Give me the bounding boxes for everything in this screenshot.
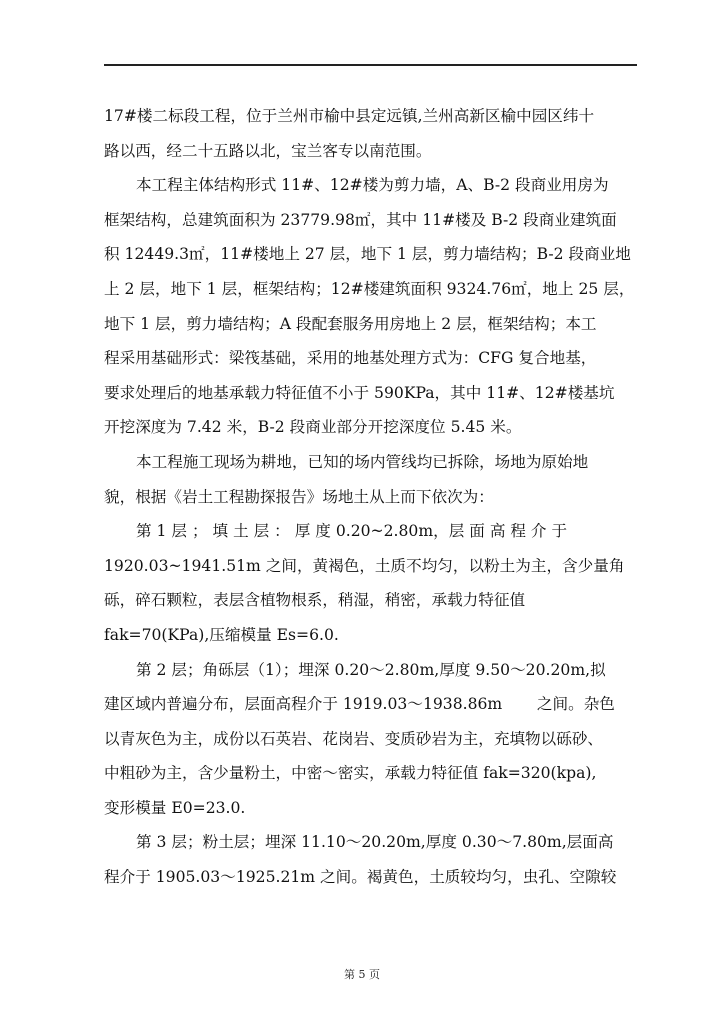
paragraph-layer-2 bbox=[104, 653, 637, 826]
header-rule bbox=[104, 64, 637, 66]
page-number: 第 5 页 bbox=[344, 968, 380, 981]
text-line: 第 1 层 ； 填 土 层 ： 厚 度 0.20~2.80m，层 面 高 程 介 于 bbox=[136, 522, 568, 541]
paragraph-layer-3 bbox=[104, 825, 637, 894]
text-line: 要求处理后的地基承载力特征值不小于 590KPa，其中 11#、12#楼基坑 bbox=[104, 383, 615, 402]
paragraph-site-conditions bbox=[104, 445, 637, 514]
paragraph-project-location bbox=[104, 99, 637, 168]
text-line: 框架结构，总建筑面积为 23779.98㎡，其中 11#楼及 B-2 段商业建筑面 bbox=[104, 210, 617, 229]
document-body bbox=[104, 99, 637, 895]
text-line: 建区域内普遍分布，层面高程介于 1919.03～1938.86m 之间。杂色 bbox=[104, 695, 615, 714]
text-line: fak=70(KPa),压缩模量 Es=6.0. bbox=[104, 625, 339, 644]
text-line: 积 12449.3㎡，11#楼地上 27 层，地下 1 层，剪力墙结构；B-2 段商业地 bbox=[104, 245, 631, 264]
text-line: 以青灰色为主，成份以石英岩、花岗岩、变质砂岩为主，充填物以砾砂、 bbox=[104, 729, 604, 748]
text-line: 砾，碎石颗粒，表层含植物根系，稍湿，稍密，承载力特征值 bbox=[104, 591, 526, 610]
text-line: 上 2 层，地下 1 层，框架结构；12#楼建筑面积 9324.76㎡，地上 25 层， bbox=[104, 279, 635, 298]
text-line: 1920.03~1941.51m 之间，黄褐色，土质不均匀，以粉土为主，含少量角 bbox=[104, 556, 625, 575]
text-line: 貌，根据《岩土工程勘探报告》场地土从上而下依次为： bbox=[104, 487, 494, 506]
text-line: 开挖深度为 7.42 米，B-2 段商业部分开挖深度位 5.45 米。 bbox=[104, 418, 522, 437]
text-line: 路以西，经二十五路以北，宝兰客专以南范围。 bbox=[104, 141, 432, 160]
text-line: 本工程施工现场为耕地，已知的场内管线均已拆除，场地为原始地 bbox=[136, 452, 589, 471]
text-line: 变形模量 E0=23.0. bbox=[104, 798, 246, 817]
text-line: 17#楼二标段工程，位于兰州市榆中县定远镇,兰州高新区榆中园区纬十 bbox=[104, 107, 595, 125]
text-line: 中粗砂为主，含少量粉土，中密～密实，承载力特征值 fak=320(kpa), bbox=[104, 764, 597, 783]
text-line: 第 2 层；角砾层（1）；埋深 0.20～2.80m,厚度 9.50～20.20m,拟 bbox=[136, 660, 606, 679]
text-line: 程采用基础形式：梁筏基础，采用的地基处理方式为：CFG 复合地基， bbox=[104, 349, 597, 368]
text-line: 程介于 1905.03～1925.21m 之间。褐黄色，土质较均匀，虫孔、空隙较 bbox=[104, 868, 617, 887]
text-line: 地下 1 层，剪力墙结构；A 段配套服务用房地上 2 层，框架结构；本工 bbox=[104, 314, 597, 333]
paragraph-structure bbox=[104, 168, 637, 445]
paragraph-layer-1 bbox=[104, 514, 637, 652]
text-line: 本工程主体结构形式 11#、12#楼为剪力墙，A、B-2 段商业用房为 bbox=[136, 176, 609, 195]
text-line: 第 3 层；粉土层；埋深 11.10～20.20m,厚度 0.30～7.80m,层面高 bbox=[136, 833, 614, 852]
